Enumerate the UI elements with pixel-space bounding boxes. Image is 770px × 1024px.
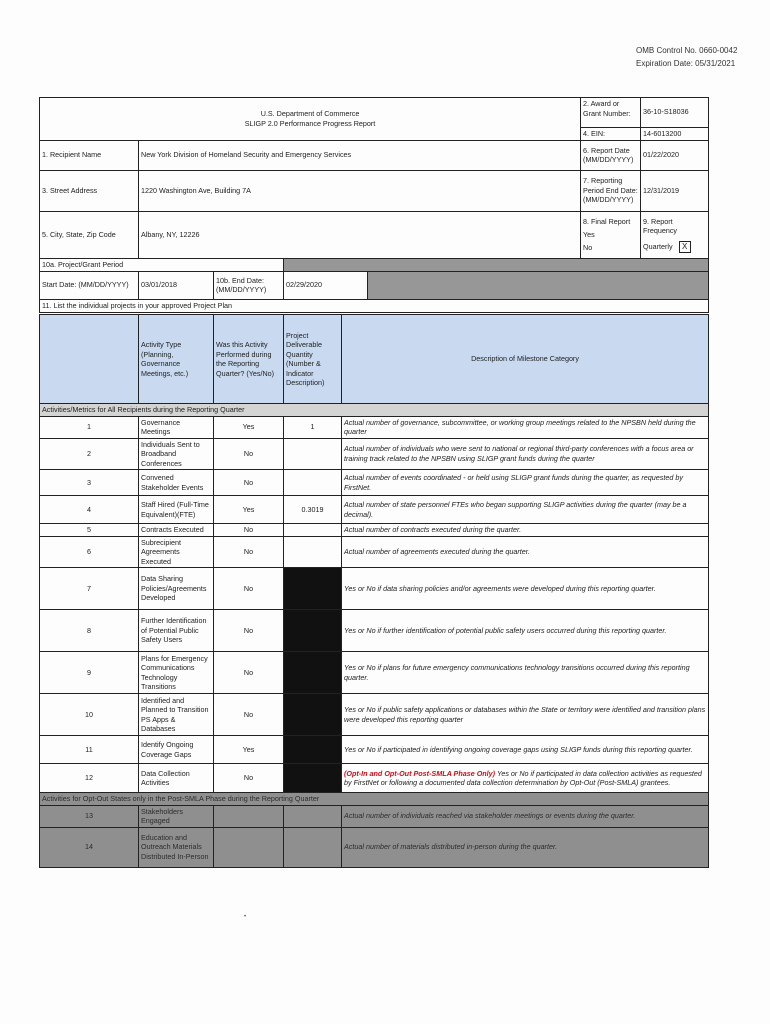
city-label: 5. City, State, Zip Code — [40, 211, 139, 258]
row-activity: Stakeholders Engaged — [139, 805, 214, 827]
row-description: Actual number of individuals reached via stakeholder meetings or events during the quarter. — [342, 805, 709, 827]
row-description: Actual number of materials distributed in-person during the quarter. — [342, 827, 709, 867]
table-row — [40, 805, 709, 827]
activity-rows — [40, 416, 709, 793]
row-performed: Yes — [214, 416, 284, 438]
row-activity: Data Collection Activities — [139, 764, 214, 793]
row-activity: Further Identification of Potential Public Safety Users — [139, 610, 214, 652]
report-name: SLIGP 2.0 Performance Progress Report — [244, 118, 376, 128]
row-quantity — [284, 694, 342, 736]
grant-period-label: 10a. Project/Grant Period — [40, 258, 284, 271]
row-number: 14 — [40, 827, 139, 867]
row-number: 5 — [40, 524, 139, 537]
row-description-text: Actual number of individuals who were sent to national or regional third-party conferences with a focus area or training track related to the NPSBN using SLIGP grant funds during the quarter — [344, 444, 694, 463]
table-row — [40, 568, 709, 610]
row-description — [342, 470, 709, 496]
row-activity: Plans for Emergency Communications Technology Transitions — [139, 652, 214, 694]
info-table — [39, 97, 709, 313]
table-row — [40, 694, 709, 736]
section-all-recipients: Activities/Metrics for All Recipients during the Reporting Quarter — [40, 404, 709, 417]
row-quantity — [284, 610, 342, 652]
row-activity: Education and Outreach Materials Distributed In-Person — [139, 827, 214, 867]
row-description-text: Actual number of agreements executed during the quarter. — [344, 547, 530, 556]
row-performed: No — [214, 568, 284, 610]
table-row — [40, 827, 709, 867]
start-date-label: Start Date: (MM/DD/YYYY) — [40, 271, 139, 299]
row-number: 9 — [40, 652, 139, 694]
award-value: 36-10-S18036 — [641, 98, 708, 128]
row-quantity — [284, 536, 342, 568]
row-performed: No — [214, 470, 284, 496]
row-description — [342, 438, 709, 470]
deliverable-col-header: Project Deliverable Quantity (Number & Indicator Description) — [284, 315, 342, 404]
end-date-value: 02/29/2020 — [284, 271, 368, 299]
row-number: 2 — [40, 438, 139, 470]
frequency-label: 9. Report Frequency — [643, 216, 678, 235]
recipient-value: New York Division of Homeland Security and Emergency Services — [139, 140, 581, 170]
street-label: 3. Street Address — [40, 170, 139, 211]
row-number: 3 — [40, 470, 139, 496]
row-quantity — [284, 827, 342, 867]
table-row — [40, 736, 709, 764]
section-optout: Activities for Opt-Out States only in the Post-SMLA Phase during the Reporting Quarter — [40, 793, 709, 806]
row-description — [342, 524, 709, 537]
start-date-value: 03/01/2018 — [139, 271, 214, 299]
table-row — [40, 470, 709, 496]
report-date-label: 6. Report Date (MM/DD/YYYY) — [581, 140, 641, 170]
row-quantity — [284, 652, 342, 694]
table-row — [40, 764, 709, 793]
row-performed: No — [214, 536, 284, 568]
row-description-text: Yes or No if participated in identifying ongoing coverage gaps using SLIGP funds during this reporting quarter. — [344, 744, 693, 754]
row-quantity — [284, 524, 342, 537]
table-row — [40, 496, 709, 524]
activity-col-header: Activity Type (Planning, Governance Meetings, etc.) — [139, 315, 214, 404]
row-activity: Staff Hired (Full-Time Equivalent)(FTE) — [139, 496, 214, 524]
row-quantity — [284, 568, 342, 610]
city-value: Albany, NY, 12226 — [139, 211, 581, 258]
omb-expiration: Expiration Date: 05/31/2021 — [636, 59, 736, 68]
quarterly-checkbox[interactable]: X — [679, 241, 691, 253]
table-row — [40, 652, 709, 694]
row-number: 4 — [40, 496, 139, 524]
header-title — [40, 98, 581, 141]
row-description — [342, 736, 709, 764]
omb-control: OMB Control No. 0660-0042 — [636, 46, 738, 55]
frequency-value: Quarterly — [643, 241, 673, 251]
final-no-label: No — [583, 242, 593, 252]
row-description — [342, 568, 709, 610]
period-shade — [368, 271, 709, 299]
row-quantity — [284, 736, 342, 764]
row-description — [342, 694, 709, 736]
row-performed: No — [214, 610, 284, 652]
row-performed: No — [214, 524, 284, 537]
dept-name: U.S. Department of Commerce — [260, 109, 360, 119]
row-activity: Data Sharing Policies/Agreements Developed — [139, 568, 214, 610]
row-description-text: Yes or No if further identification of potential public safety users occurred during this reporting quarter. — [344, 625, 667, 635]
row-description — [342, 652, 709, 694]
period-end-value: 12/31/2019 — [641, 170, 709, 211]
row-quantity — [284, 470, 342, 496]
row-description-text: Yes or No if plans for future emergency communications technology transitions occurred during this reporting quarter. — [344, 663, 690, 682]
row-number: 13 — [40, 805, 139, 827]
award-label-cell — [581, 98, 641, 141]
row-description — [342, 610, 709, 652]
activity-table — [39, 314, 709, 868]
row-activity: Individuals Sent to Broadband Conferences — [139, 438, 214, 470]
row-number: 12 — [40, 764, 139, 793]
project-list-label: 11. List the individual projects in your approved Project Plan — [40, 299, 709, 312]
omb-block — [636, 44, 737, 70]
row-number: 1 — [40, 416, 139, 438]
ein-value: 14-6013200 — [643, 129, 682, 138]
row-activity: Identified and Planned to Transition PS Apps & Databases — [139, 694, 214, 736]
performed-col-header: Was this Activity Performed during the Reporting Quarter? (Yes/No) — [214, 315, 284, 404]
table-row — [40, 524, 709, 537]
row-quantity — [284, 438, 342, 470]
row-number: 6 — [40, 536, 139, 568]
row-activity: Governance Meetings — [139, 416, 214, 438]
recipient-label: 1. Recipient Name — [40, 140, 139, 170]
period-end-label: 7. Reporting Period End Date: (MM/DD/YYYY) — [581, 170, 641, 211]
frequency-cell — [641, 211, 709, 258]
row-activity: Convened Stakeholder Events — [139, 470, 214, 496]
row-description — [342, 416, 709, 438]
row-performed: No — [214, 438, 284, 470]
row-performed: No — [214, 694, 284, 736]
row-quantity: 1 — [284, 416, 342, 438]
row-description-text: Yes or No if participated in data collection activities as requested by FirstNet or following a documented data collection determination by Opt-Out (Post-SMLA) grantees. — [344, 768, 702, 787]
row-number: 7 — [40, 568, 139, 610]
row-description — [342, 764, 709, 793]
row-quantity: 0.3019 — [284, 496, 342, 524]
row-description-text: Yes or No if public safety applications or databases within the State or territory were identified and transition plans were developed this reporting quarter — [344, 705, 706, 724]
row-activity: Subrecipient Agreements Executed — [139, 536, 214, 568]
table-row — [40, 438, 709, 470]
row-description-note: (Opt-In and Opt-Out Post-SMLA Phase Only) — [344, 768, 496, 778]
row-description-text: Actual number of events coordinated - or held using SLIGP grant funds during the quarter, as requested by FirstNet. — [344, 473, 683, 492]
row-performed — [214, 805, 284, 827]
award-label: 2. Award or Grant Number: — [581, 98, 640, 128]
ein-label: 4. EIN: — [583, 129, 606, 138]
award-value-cell — [641, 98, 709, 141]
description-col-header: Description of Milestone Category — [342, 315, 709, 404]
table-row — [40, 416, 709, 438]
row-description — [342, 536, 709, 568]
final-report-cell — [581, 211, 641, 258]
row-activity: Identify Ongoing Coverage Gaps — [139, 736, 214, 764]
table-row — [40, 536, 709, 568]
end-date-label: 10b. End Date: (MM/DD/YYYY) — [214, 271, 284, 299]
page-mark: • — [244, 914, 247, 920]
final-yes-label: Yes — [583, 230, 595, 240]
optout-rows — [40, 805, 709, 867]
row-description-text: Actual number of contracts executed during the quarter. — [344, 525, 522, 534]
row-number: 10 — [40, 694, 139, 736]
row-quantity — [284, 805, 342, 827]
row-performed: No — [214, 652, 284, 694]
final-report-label: 8. Final Report — [583, 216, 631, 226]
row-activity: Contracts Executed — [139, 524, 214, 537]
row-description-text: Actual number of state personnel FTEs who began supporting SLIGP activities during the quarter (may be a decimal). — [344, 500, 687, 519]
row-description-text: Actual number of governance, subcommittee, or working group meetings related to the NPSBN held during the quarter — [344, 417, 696, 436]
grant-period-shade — [284, 258, 709, 271]
row-description — [342, 496, 709, 524]
row-number: 11 — [40, 736, 139, 764]
row-quantity — [284, 764, 342, 793]
table-row — [40, 610, 709, 652]
row-performed: Yes — [214, 496, 284, 524]
street-value: 1220 Washington Ave, Building 7A — [139, 170, 581, 211]
num-col-header — [40, 315, 139, 404]
row-performed: No — [214, 764, 284, 793]
report-date-value: 01/22/2020 — [641, 140, 709, 170]
row-number: 8 — [40, 610, 139, 652]
row-performed: Yes — [214, 736, 284, 764]
row-performed — [214, 827, 284, 867]
row-description-text: Yes or No if data sharing policies and/or agreements were developed during this reporting quarter. — [344, 583, 656, 593]
